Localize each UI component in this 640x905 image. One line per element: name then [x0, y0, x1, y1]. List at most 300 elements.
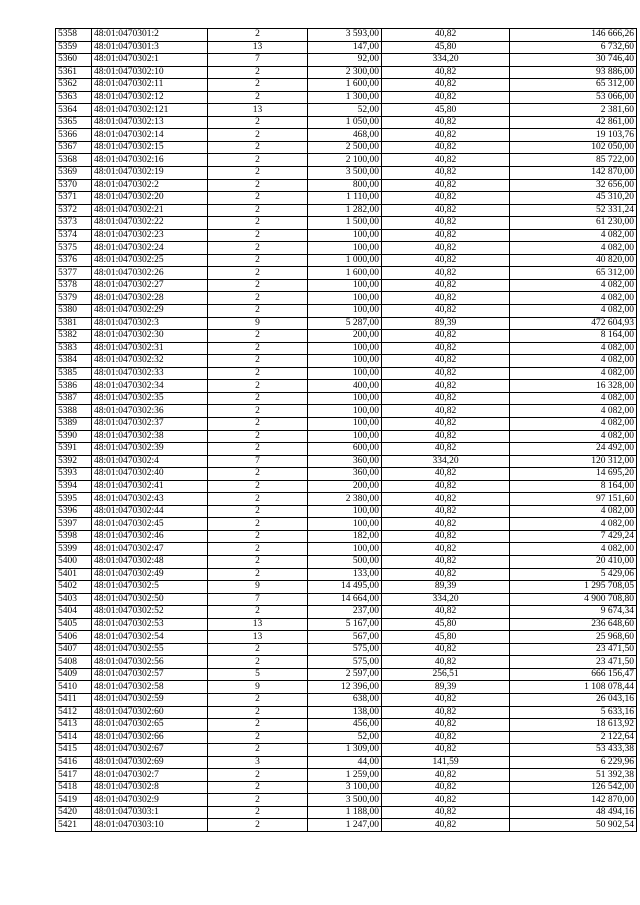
row-number-cell: 5374	[56, 229, 92, 242]
cadastral-number-cell: 48:01:0470302:8	[92, 781, 208, 794]
row-number-cell: 5378	[56, 279, 92, 292]
table-row	[56, 79, 637, 92]
category-code-cell: 2	[208, 116, 308, 129]
table-row	[56, 355, 637, 368]
table-row	[56, 668, 637, 681]
cadastral-number-cell: 48:01:0470302:15	[92, 141, 208, 154]
row-number-cell: 5380	[56, 305, 92, 318]
row-number-cell: 5372	[56, 204, 92, 217]
cadastral-value-cell: 25 968,60	[510, 631, 637, 644]
area-cell: 600,00	[308, 443, 382, 456]
row-number-cell: 5395	[56, 493, 92, 506]
rate-cell: 40,82	[382, 781, 510, 794]
table-row	[56, 367, 637, 380]
table-row	[56, 380, 637, 393]
area-cell: 92,00	[308, 54, 382, 67]
rate-cell: 40,82	[382, 267, 510, 280]
category-code-cell: 2	[208, 242, 308, 255]
category-code-cell: 2	[208, 330, 308, 343]
cadastral-value-cell: 53 066,00	[510, 91, 637, 104]
category-code-cell: 2	[208, 29, 308, 42]
cadastral-value-cell: 7 429,24	[510, 530, 637, 543]
table-row	[56, 781, 637, 794]
row-number-cell: 5379	[56, 292, 92, 305]
cadastral-value-cell: 4 082,00	[510, 242, 637, 255]
cadastral-number-cell: 48:01:0470302:20	[92, 192, 208, 205]
rate-cell: 40,82	[382, 693, 510, 706]
rate-cell: 40,82	[382, 380, 510, 393]
area-cell: 100,00	[308, 518, 382, 531]
cadastral-number-cell: 48:01:0470301:2	[92, 29, 208, 42]
category-code-cell: 5	[208, 668, 308, 681]
rate-cell: 40,82	[382, 367, 510, 380]
row-number-cell: 5390	[56, 430, 92, 443]
row-number-cell: 5364	[56, 104, 92, 117]
cadastral-value-cell: 48 494,16	[510, 806, 637, 819]
rate-cell: 40,82	[382, 493, 510, 506]
cadastral-number-cell: 48:01:0470302:34	[92, 380, 208, 393]
category-code-cell: 2	[208, 405, 308, 418]
cadastral-value-cell: 53 433,38	[510, 744, 637, 757]
table-row	[56, 116, 637, 129]
cadastral-number-cell: 48:01:0470302:54	[92, 631, 208, 644]
row-number-cell: 5385	[56, 367, 92, 380]
area-cell: 100,00	[308, 392, 382, 405]
cadastral-value-cell: 9 674,34	[510, 606, 637, 619]
area-cell: 456,00	[308, 719, 382, 732]
row-number-cell: 5377	[56, 267, 92, 280]
rate-cell: 40,82	[382, 229, 510, 242]
cadastral-value-cell: 51 392,38	[510, 769, 637, 782]
rate-cell: 40,82	[382, 29, 510, 42]
table-row	[56, 417, 637, 430]
area-cell: 1 309,00	[308, 744, 382, 757]
rate-cell: 40,82	[382, 468, 510, 481]
cadastral-number-cell: 48:01:0470302:3	[92, 317, 208, 330]
row-number-cell: 5387	[56, 392, 92, 405]
cadastral-value-cell: 126 542,00	[510, 781, 637, 794]
category-code-cell: 2	[208, 693, 308, 706]
table-row	[56, 167, 637, 180]
category-code-cell: 13	[208, 104, 308, 117]
table-row	[56, 66, 637, 79]
row-number-cell: 5399	[56, 543, 92, 556]
area-cell: 138,00	[308, 706, 382, 719]
table-row	[56, 443, 637, 456]
table-row	[56, 305, 637, 318]
table-row	[56, 706, 637, 719]
table-row	[56, 455, 637, 468]
rate-cell: 40,82	[382, 154, 510, 167]
category-code-cell: 2	[208, 305, 308, 318]
cadastral-value-cell: 30 746,40	[510, 54, 637, 67]
table-row	[56, 719, 637, 732]
rate-cell: 334,20	[382, 593, 510, 606]
cadastral-value-cell: 4 082,00	[510, 229, 637, 242]
rate-cell: 40,82	[382, 129, 510, 142]
row-number-cell: 5404	[56, 606, 92, 619]
category-code-cell: 2	[208, 217, 308, 230]
table-row	[56, 430, 637, 443]
area-cell: 1 282,00	[308, 204, 382, 217]
area-cell: 1 259,00	[308, 769, 382, 782]
cadastral-value-cell: 19 103,76	[510, 129, 637, 142]
rate-cell: 40,82	[382, 217, 510, 230]
rate-cell: 40,82	[382, 141, 510, 154]
row-number-cell: 5412	[56, 706, 92, 719]
cadastral-value-cell: 4 082,00	[510, 543, 637, 556]
cadastral-number-cell: 48:01:0470302:40	[92, 468, 208, 481]
table-row	[56, 91, 637, 104]
rate-cell: 40,82	[382, 167, 510, 180]
category-code-cell: 13	[208, 618, 308, 631]
area-cell: 5 167,00	[308, 618, 382, 631]
row-number-cell: 5410	[56, 681, 92, 694]
row-number-cell: 5408	[56, 656, 92, 669]
cadastral-value-cell: 666 156,47	[510, 668, 637, 681]
area-cell: 1 600,00	[308, 79, 382, 92]
row-number-cell: 5392	[56, 455, 92, 468]
category-code-cell: 2	[208, 192, 308, 205]
cadastral-number-cell: 48:01:0470302:38	[92, 430, 208, 443]
cadastral-value-cell: 4 082,00	[510, 417, 637, 430]
row-number-cell: 5391	[56, 443, 92, 456]
table-row	[56, 254, 637, 267]
category-code-cell: 7	[208, 455, 308, 468]
category-code-cell: 2	[208, 719, 308, 732]
cadastral-number-cell: 48:01:0470302:29	[92, 305, 208, 318]
row-number-cell: 5366	[56, 129, 92, 142]
category-code-cell: 13	[208, 41, 308, 54]
rate-cell: 40,82	[382, 342, 510, 355]
cadastral-value-cell: 26 043,16	[510, 693, 637, 706]
area-cell: 1 050,00	[308, 116, 382, 129]
row-number-cell: 5388	[56, 405, 92, 418]
cadastral-value-cell: 20 410,00	[510, 555, 637, 568]
cadastral-number-cell: 48:01:0470302:43	[92, 493, 208, 506]
cadastral-number-cell: 48:01:0470303:1	[92, 806, 208, 819]
cadastral-value-cell: 142 870,00	[510, 167, 637, 180]
rate-cell: 40,82	[382, 179, 510, 192]
area-cell: 100,00	[308, 355, 382, 368]
category-code-cell: 2	[208, 167, 308, 180]
category-code-cell: 2	[208, 443, 308, 456]
table-row	[56, 342, 637, 355]
rate-cell: 40,82	[382, 430, 510, 443]
row-number-cell: 5405	[56, 618, 92, 631]
cadastral-number-cell: 48:01:0470302:36	[92, 405, 208, 418]
cadastral-value-cell: 52 331,24	[510, 204, 637, 217]
rate-cell: 40,82	[382, 606, 510, 619]
row-number-cell: 5376	[56, 254, 92, 267]
row-number-cell: 5360	[56, 54, 92, 67]
area-cell: 3 500,00	[308, 794, 382, 807]
cadastral-value-cell: 40 820,00	[510, 254, 637, 267]
rate-cell: 89,39	[382, 317, 510, 330]
category-code-cell: 2	[208, 706, 308, 719]
area-cell: 100,00	[308, 505, 382, 518]
table-row	[56, 317, 637, 330]
cadastral-number-cell: 48:01:0470302:2	[92, 179, 208, 192]
cadastral-number-cell: 48:01:0470302:65	[92, 719, 208, 732]
category-code-cell: 2	[208, 530, 308, 543]
area-cell: 2 597,00	[308, 668, 382, 681]
row-number-cell: 5375	[56, 242, 92, 255]
cadastral-number-cell: 48:01:0470302:4	[92, 455, 208, 468]
cadastral-number-cell: 48:01:0470302:31	[92, 342, 208, 355]
table-row	[56, 731, 637, 744]
cadastral-value-cell: 23 471,50	[510, 643, 637, 656]
area-cell: 100,00	[308, 430, 382, 443]
category-code-cell: 2	[208, 493, 308, 506]
table-row	[56, 631, 637, 644]
cadastral-value-cell: 5 633,16	[510, 706, 637, 719]
cadastral-number-cell: 48:01:0470302:45	[92, 518, 208, 531]
area-cell: 2 500,00	[308, 141, 382, 154]
row-number-cell: 5363	[56, 91, 92, 104]
table-row	[56, 179, 637, 192]
area-cell: 100,00	[308, 279, 382, 292]
rate-cell: 40,82	[382, 279, 510, 292]
rate-cell: 40,82	[382, 543, 510, 556]
rate-cell: 40,82	[382, 744, 510, 757]
cadastral-value-cell: 2 381,60	[510, 104, 637, 117]
area-cell: 14 495,00	[308, 581, 382, 594]
rate-cell: 40,82	[382, 330, 510, 343]
area-cell: 1 600,00	[308, 267, 382, 280]
row-number-cell: 5371	[56, 192, 92, 205]
table-row	[56, 267, 637, 280]
cadastral-value-cell: 4 082,00	[510, 292, 637, 305]
rate-cell: 40,82	[382, 568, 510, 581]
cadastral-number-cell: 48:01:0470302:46	[92, 530, 208, 543]
rate-cell: 334,20	[382, 54, 510, 67]
area-cell: 5 287,00	[308, 317, 382, 330]
row-number-cell: 5384	[56, 355, 92, 368]
cadastral-value-cell: 97 151,60	[510, 493, 637, 506]
rate-cell: 256,51	[382, 668, 510, 681]
cadastral-number-cell: 48:01:0470301:3	[92, 41, 208, 54]
area-cell: 575,00	[308, 643, 382, 656]
category-code-cell: 2	[208, 806, 308, 819]
category-code-cell: 2	[208, 430, 308, 443]
rate-cell: 40,82	[382, 480, 510, 493]
cadastral-value-cell: 4 900 708,80	[510, 593, 637, 606]
area-cell: 638,00	[308, 693, 382, 706]
area-cell: 147,00	[308, 41, 382, 54]
area-cell: 100,00	[308, 242, 382, 255]
table-body	[56, 29, 637, 832]
rate-cell: 45,80	[382, 618, 510, 631]
row-number-cell: 5359	[56, 41, 92, 54]
cadastral-value-cell: 85 722,00	[510, 154, 637, 167]
row-number-cell: 5413	[56, 719, 92, 732]
row-number-cell: 5400	[56, 555, 92, 568]
area-cell: 1 500,00	[308, 217, 382, 230]
cadastral-value-cell: 65 312,00	[510, 267, 637, 280]
cadastral-number-cell: 48:01:0470302:25	[92, 254, 208, 267]
row-number-cell: 5421	[56, 819, 92, 832]
cadastral-value-cell: 142 870,00	[510, 794, 637, 807]
cadastral-value-cell: 236 648,60	[510, 618, 637, 631]
area-cell: 100,00	[308, 405, 382, 418]
area-cell: 12 396,00	[308, 681, 382, 694]
table-row	[56, 141, 637, 154]
cadastral-number-cell: 48:01:0470302:49	[92, 568, 208, 581]
cadastral-value-cell: 6 732,60	[510, 41, 637, 54]
cadastral-number-cell: 48:01:0470302:30	[92, 330, 208, 343]
cadastral-value-cell: 4 082,00	[510, 279, 637, 292]
cadastral-number-cell: 48:01:0470302:32	[92, 355, 208, 368]
table-row	[56, 41, 637, 54]
category-code-cell: 2	[208, 279, 308, 292]
cadastral-number-cell: 48:01:0470302:44	[92, 505, 208, 518]
cadastral-value-cell: 4 082,00	[510, 342, 637, 355]
row-number-cell: 5383	[56, 342, 92, 355]
cadastral-value-cell: 472 604,93	[510, 317, 637, 330]
rate-cell: 45,80	[382, 41, 510, 54]
cadastral-number-cell: 48:01:0470302:13	[92, 116, 208, 129]
category-code-cell: 2	[208, 154, 308, 167]
cadastral-value-cell: 146 666,26	[510, 29, 637, 42]
category-code-cell: 9	[208, 681, 308, 694]
row-number-cell: 5406	[56, 631, 92, 644]
category-code-cell: 2	[208, 367, 308, 380]
area-cell: 100,00	[308, 417, 382, 430]
cadastral-number-cell: 48:01:0470302:50	[92, 593, 208, 606]
rate-cell: 45,80	[382, 631, 510, 644]
category-code-cell: 2	[208, 392, 308, 405]
cadastral-number-cell: 48:01:0470302:53	[92, 618, 208, 631]
category-code-cell: 2	[208, 229, 308, 242]
table-row	[56, 555, 637, 568]
area-cell: 3 593,00	[308, 29, 382, 42]
category-code-cell: 2	[208, 731, 308, 744]
rate-cell: 40,82	[382, 66, 510, 79]
area-cell: 44,00	[308, 756, 382, 769]
row-number-cell: 5420	[56, 806, 92, 819]
area-cell: 100,00	[308, 342, 382, 355]
rate-cell: 40,82	[382, 656, 510, 669]
table-row	[56, 229, 637, 242]
rate-cell: 40,82	[382, 254, 510, 267]
row-number-cell: 5382	[56, 330, 92, 343]
row-number-cell: 5367	[56, 141, 92, 154]
cadastral-value-cell: 4 082,00	[510, 505, 637, 518]
row-number-cell: 5414	[56, 731, 92, 744]
table-row	[56, 279, 637, 292]
area-cell: 133,00	[308, 568, 382, 581]
category-code-cell: 2	[208, 292, 308, 305]
category-code-cell: 2	[208, 643, 308, 656]
cadastral-number-cell: 48:01:0470302:19	[92, 167, 208, 180]
table-row	[56, 505, 637, 518]
cadastral-value-cell: 4 082,00	[510, 367, 637, 380]
category-code-cell: 2	[208, 417, 308, 430]
cadastral-number-cell: 48:01:0470302:26	[92, 267, 208, 280]
cadastral-number-cell: 48:01:0470302:57	[92, 668, 208, 681]
category-code-cell: 2	[208, 656, 308, 669]
category-code-cell: 2	[208, 66, 308, 79]
row-number-cell: 5403	[56, 593, 92, 606]
rate-cell: 40,82	[382, 643, 510, 656]
row-number-cell: 5418	[56, 781, 92, 794]
table-row	[56, 593, 637, 606]
cadastral-number-cell: 48:01:0470302:5	[92, 581, 208, 594]
table-row	[56, 769, 637, 782]
cadastral-value-cell: 93 886,00	[510, 66, 637, 79]
category-code-cell: 3	[208, 756, 308, 769]
row-number-cell: 5411	[56, 693, 92, 706]
cadastral-value-cell: 50 902,54	[510, 819, 637, 832]
rate-cell: 40,82	[382, 405, 510, 418]
area-cell: 500,00	[308, 555, 382, 568]
area-cell: 575,00	[308, 656, 382, 669]
cadastral-number-cell: 48:01:0470302:23	[92, 229, 208, 242]
cadastral-number-cell: 48:01:0470302:24	[92, 242, 208, 255]
area-cell: 100,00	[308, 292, 382, 305]
row-number-cell: 5393	[56, 468, 92, 481]
category-code-cell: 2	[208, 129, 308, 142]
rate-cell: 40,82	[382, 392, 510, 405]
cadastral-value-cell: 45 310,20	[510, 192, 637, 205]
table-row	[56, 468, 637, 481]
area-cell: 200,00	[308, 480, 382, 493]
table-row	[56, 518, 637, 531]
cadastral-value-cell: 18 613,92	[510, 719, 637, 732]
rate-cell: 40,82	[382, 91, 510, 104]
category-code-cell: 2	[208, 342, 308, 355]
table-row	[56, 292, 637, 305]
table-row	[56, 104, 637, 117]
table-row	[56, 54, 637, 67]
category-code-cell: 2	[208, 468, 308, 481]
category-code-cell: 2	[208, 179, 308, 192]
category-code-cell: 2	[208, 769, 308, 782]
area-cell: 468,00	[308, 129, 382, 142]
table-row	[56, 643, 637, 656]
rate-cell: 45,80	[382, 104, 510, 117]
cadastral-number-cell: 48:01:0470302:14	[92, 129, 208, 142]
table-row	[56, 693, 637, 706]
cadastral-value-cell: 1 295 708,05	[510, 581, 637, 594]
cadastral-value-cell: 4 082,00	[510, 392, 637, 405]
rate-cell: 40,82	[382, 417, 510, 430]
table-row	[56, 530, 637, 543]
rate-cell: 40,82	[382, 706, 510, 719]
category-code-cell: 2	[208, 79, 308, 92]
row-number-cell: 5381	[56, 317, 92, 330]
area-cell: 1 247,00	[308, 819, 382, 832]
category-code-cell: 2	[208, 91, 308, 104]
cadastral-number-cell: 48:01:0470302:69	[92, 756, 208, 769]
area-cell: 52,00	[308, 731, 382, 744]
cadastral-number-cell: 48:01:0470302:47	[92, 543, 208, 556]
area-cell: 2 300,00	[308, 66, 382, 79]
cadastral-value-cell: 14 695,20	[510, 468, 637, 481]
cadastral-number-cell: 48:01:0470302:16	[92, 154, 208, 167]
table-row	[56, 330, 637, 343]
table-row	[56, 568, 637, 581]
cadastral-value-cell: 2 122,64	[510, 731, 637, 744]
category-code-cell: 2	[208, 505, 308, 518]
area-cell: 2 380,00	[308, 493, 382, 506]
cadastral-value-cell: 120 312,00	[510, 455, 637, 468]
cadastral-value-cell: 16 328,00	[510, 380, 637, 393]
row-number-cell: 5368	[56, 154, 92, 167]
rate-cell: 141,59	[382, 756, 510, 769]
rate-cell: 40,82	[382, 530, 510, 543]
